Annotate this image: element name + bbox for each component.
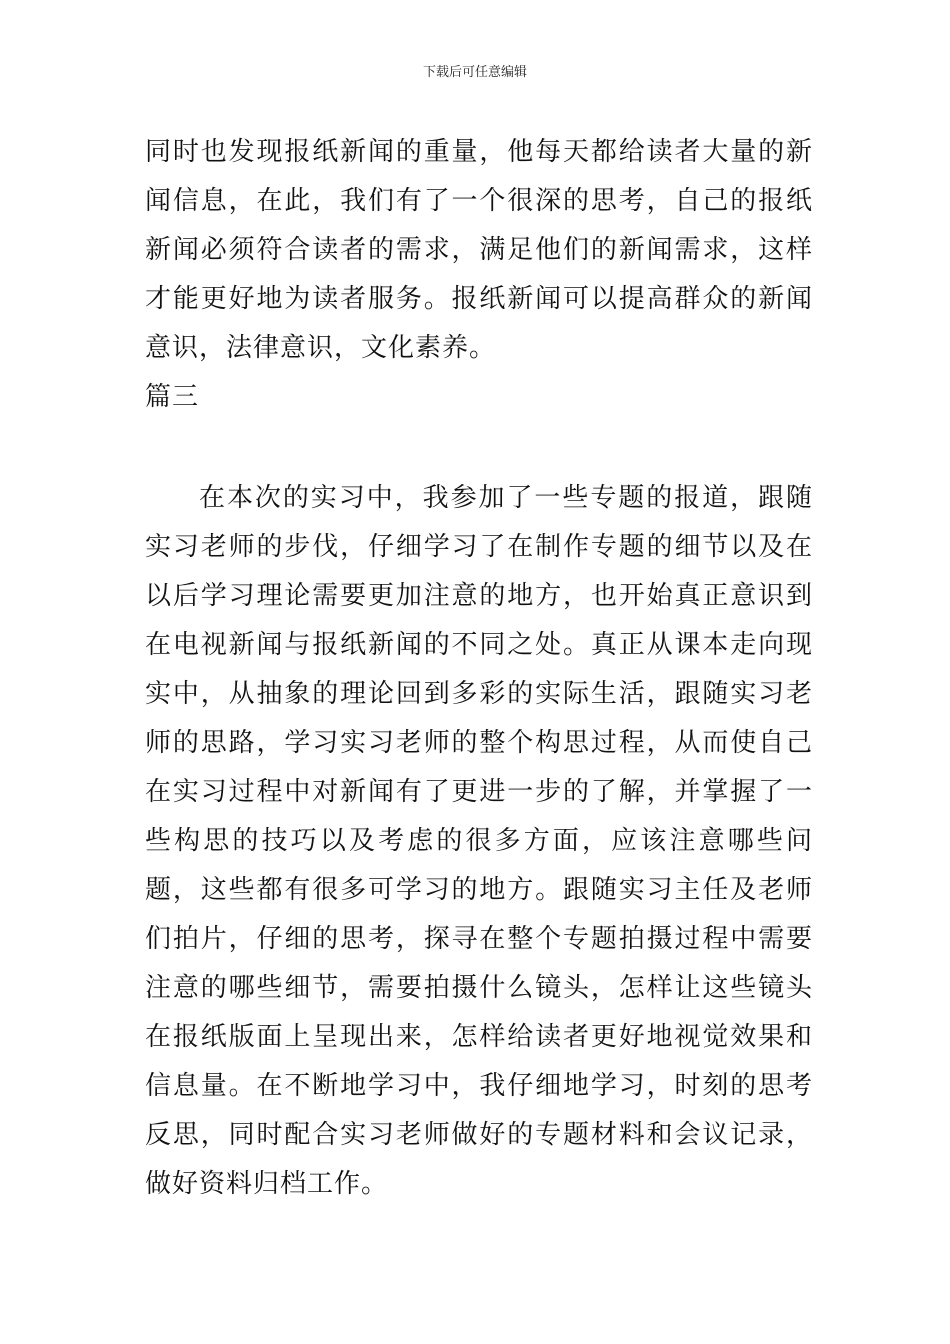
document-body [145,128,813,1209]
paragraph-continued: 同时也发现报纸新闻的重量，他每天都给读者大量的新闻信息，在此，我们有了一个很深的思考，自己的报纸新闻必须符合读者的需求，满足他们的新闻需求，这样才能更好地为读者服务。报纸新闻可以提高群众的新闻意识，法律意识，文化素养。 [145,137,813,363]
section-title: 篇三 [145,382,200,412]
paragraph-section-body: 在本次的实习中，我参加了一些专题的报道，跟随实习老师的步伐，仔细学习了在制作专题的细节以及在以后学习理论需要更加注意的地方，也开始真正意识到在电视新闻与报纸新闻的不同之处。真正从课本走向现实中，从抽象的理论回到多彩的实际生活，跟随实习老师的思路，学习实习老师的整个构思过程，从而使自己在实习过程中对新闻有了更进一步的了解，并掌握了一些构思的技巧以及考虑的很多方面，应该注意哪些问题，这些都有很多可学习的地方。跟随实习主任及老师们拍片，仔细的思考，探寻在整个专题拍摄过程中需要注意的哪些细节，需要拍摄什么镜头，怎样让这些镜头在报纸版面上呈现出来，怎样给读者更好地视觉效果和信息量。在不断地学习中，我仔细地学习，时刻的思考反思，同时配合实习老师做好的专题材料和会议记录，做好资料归档工作。 [145,483,813,1199]
paragraph-spacer [145,422,813,474]
page-header: 下载后可任意编辑 [422,65,527,80]
